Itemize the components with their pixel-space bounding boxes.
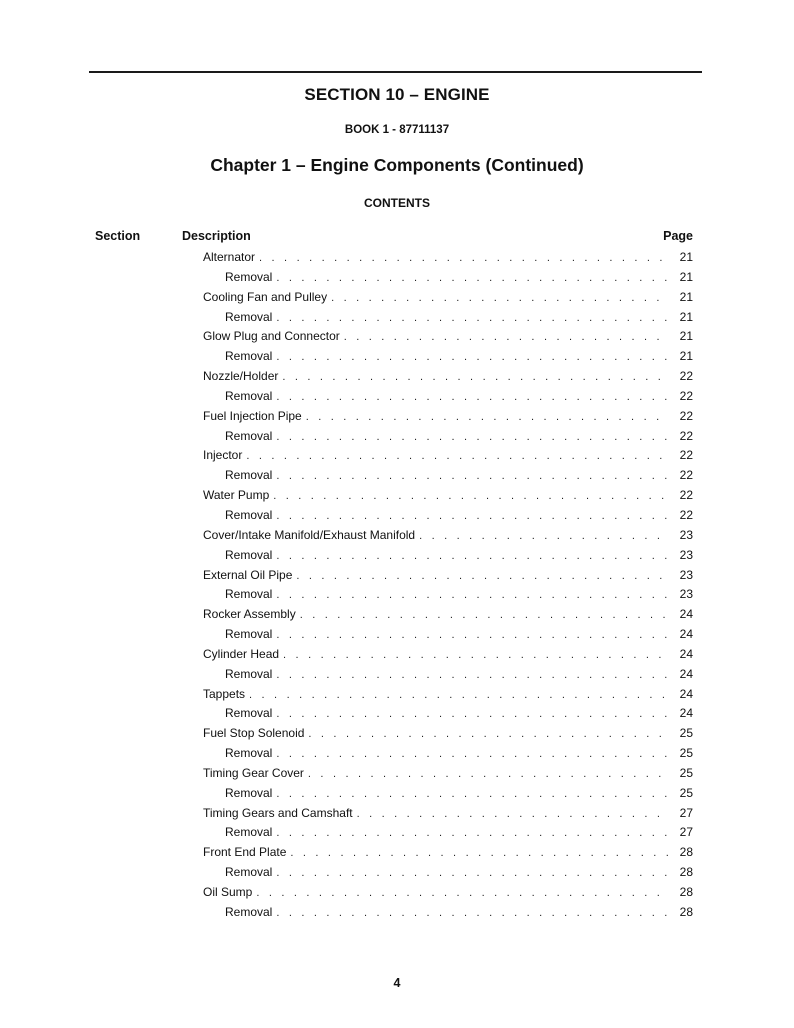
toc-entry-page: 27 xyxy=(679,825,693,840)
toc-subentry[interactable] xyxy=(203,864,693,884)
toc-entry-page: 22 xyxy=(679,428,693,443)
toc-entry-label: Nozzle/Holder xyxy=(203,369,279,384)
toc-entry-label: Removal xyxy=(225,309,273,324)
dot-leader xyxy=(276,905,669,921)
toc-entry-label: Timing Gear Cover xyxy=(203,765,304,780)
toc-entry-label: Removal xyxy=(225,587,273,602)
toc-entry-label: Removal xyxy=(225,666,273,681)
toc-entry-label: Removal xyxy=(225,706,273,721)
toc-entry[interactable] xyxy=(203,527,693,547)
toc-subentry[interactable] xyxy=(203,348,693,368)
dot-leader xyxy=(308,726,669,742)
toc-entry-page: 22 xyxy=(679,408,693,423)
toc-entry[interactable] xyxy=(203,606,693,626)
dot-leader xyxy=(306,409,669,425)
toc-entry-page: 21 xyxy=(679,309,693,324)
toc-entry-page: 24 xyxy=(679,646,693,661)
toc-entry-label: Water Pump xyxy=(203,488,270,503)
toc-subentry[interactable] xyxy=(203,904,693,924)
toc-entry-label: Cooling Fan and Pulley xyxy=(203,289,328,304)
toc-entry[interactable] xyxy=(203,328,693,348)
toc-entry-page: 23 xyxy=(679,567,693,582)
page-number: 4 xyxy=(393,976,401,990)
toc-entry-page: 23 xyxy=(679,587,693,602)
dot-leader xyxy=(276,270,669,286)
column-header-page: Page xyxy=(663,229,693,243)
toc-entry-label: Injector xyxy=(203,448,243,463)
dot-leader xyxy=(259,250,669,266)
toc-subentry[interactable] xyxy=(203,586,693,606)
toc-entry-label: Fuel Stop Solenoid xyxy=(203,726,305,741)
toc-subentry[interactable] xyxy=(203,824,693,844)
toc-entry-page: 24 xyxy=(679,607,693,622)
contents-heading: CONTENTS xyxy=(364,196,430,210)
dot-leader xyxy=(249,687,669,703)
toc-entry-label: Alternator xyxy=(203,250,256,264)
toc-entry-label: Removal xyxy=(225,269,273,284)
toc-entry[interactable] xyxy=(203,408,693,428)
dot-leader xyxy=(276,627,669,643)
toc-entry-page: 21 xyxy=(679,269,693,284)
dot-leader xyxy=(276,746,669,762)
toc-entry-label: Front End Plate xyxy=(203,845,287,860)
toc-entry-page: 28 xyxy=(679,885,693,899)
toc-entry[interactable] xyxy=(203,725,693,745)
toc-entry-label: Oil Sump xyxy=(203,885,253,899)
dot-leader xyxy=(276,587,669,603)
toc-entry-page: 22 xyxy=(679,369,693,384)
dot-leader xyxy=(276,429,669,445)
dot-leader xyxy=(419,528,669,544)
dot-leader xyxy=(276,310,669,326)
toc-subentry[interactable] xyxy=(203,785,693,805)
dot-leader xyxy=(308,766,669,782)
section-title: SECTION 10 – ENGINE xyxy=(304,85,490,104)
toc-entry-label: Removal xyxy=(225,825,273,840)
toc-entry-page: 24 xyxy=(679,666,693,681)
dot-leader xyxy=(276,706,669,722)
toc-entry-label: Removal xyxy=(225,746,273,761)
dot-leader xyxy=(300,607,669,623)
toc-subentry[interactable] xyxy=(203,388,693,408)
toc-entry-page: 28 xyxy=(679,865,693,880)
dot-leader xyxy=(331,290,669,306)
dot-leader xyxy=(256,885,669,901)
toc-entry-label: Removal xyxy=(225,468,273,483)
top-rule xyxy=(89,71,702,73)
toc-entry-label: Cylinder Head xyxy=(203,646,280,661)
dot-leader xyxy=(276,349,669,365)
toc-entry-page: 21 xyxy=(679,329,693,344)
toc-entry-label: Removal xyxy=(225,388,273,403)
toc-subentry[interactable] xyxy=(203,269,693,289)
toc-entry-page: 24 xyxy=(679,627,693,642)
toc-entry-page: 22 xyxy=(679,507,693,522)
dot-leader xyxy=(246,448,669,464)
toc-entry-page: 22 xyxy=(679,468,693,483)
toc-entry[interactable] xyxy=(203,686,693,706)
toc-entry-page: 24 xyxy=(679,686,693,701)
dot-leader xyxy=(344,329,669,345)
toc-entry[interactable] xyxy=(203,646,693,666)
dot-leader xyxy=(276,389,669,405)
toc-subentry[interactable] xyxy=(203,705,693,725)
book-number: BOOK 1 - 87711137 xyxy=(344,124,450,136)
toc-entry[interactable] xyxy=(203,289,693,309)
toc-entry-page: 25 xyxy=(679,746,693,761)
dot-leader xyxy=(296,568,669,584)
toc-subentry[interactable] xyxy=(203,547,693,567)
dot-leader xyxy=(276,468,669,484)
dot-leader xyxy=(283,647,669,663)
toc-entry-page: 25 xyxy=(679,765,693,780)
dot-leader xyxy=(276,667,669,683)
dot-leader xyxy=(357,806,669,822)
toc-subentry[interactable] xyxy=(203,428,693,448)
toc-entry-label: Removal xyxy=(225,904,273,919)
toc-entry-page: 25 xyxy=(679,726,693,741)
toc-entry-label: External Oil Pipe xyxy=(203,567,293,582)
toc-entry-label: Removal xyxy=(225,547,273,562)
toc-subentry[interactable] xyxy=(203,666,693,686)
dot-leader xyxy=(282,369,669,385)
toc-entry-page: 28 xyxy=(679,845,693,860)
dot-leader xyxy=(290,845,669,861)
toc-entry-page: 24 xyxy=(679,706,693,721)
toc-entry[interactable] xyxy=(203,844,693,864)
toc-entry-label: Removal xyxy=(225,428,273,443)
toc-entry-label: Removal xyxy=(225,627,273,642)
toc-entry-page: 28 xyxy=(679,904,693,919)
dot-leader xyxy=(276,865,669,881)
dot-leader xyxy=(273,488,669,504)
toc-entry-label: Timing Gears and Camshaft xyxy=(203,805,353,820)
toc-entry-label: Removal xyxy=(225,785,273,800)
table-of-contents xyxy=(203,249,693,924)
toc-entry-page: 21 xyxy=(679,250,693,264)
toc-entry[interactable] xyxy=(203,447,693,467)
toc-entry-label: Rocker Assembly xyxy=(203,607,296,622)
toc-entry-page: 21 xyxy=(679,289,693,304)
toc-entry-page: 22 xyxy=(679,488,693,503)
toc-entry[interactable] xyxy=(203,884,693,904)
toc-entry-label: Removal xyxy=(225,865,273,880)
toc-subentry[interactable] xyxy=(203,467,693,487)
toc-entry[interactable] xyxy=(203,368,693,388)
column-header-description: Description xyxy=(182,229,251,243)
column-header-section: Section xyxy=(95,229,141,243)
chapter-title: Chapter 1 – Engine Components (Continued) xyxy=(210,155,584,175)
toc-subentry[interactable] xyxy=(203,626,693,646)
toc-entry[interactable] xyxy=(203,805,693,825)
toc-entry-label: Removal xyxy=(225,507,273,522)
dot-leader xyxy=(276,825,669,841)
dot-leader xyxy=(276,786,669,802)
toc-entry[interactable] xyxy=(203,487,693,507)
toc-entry[interactable] xyxy=(203,567,693,587)
toc-subentry[interactable] xyxy=(203,507,693,527)
toc-entry[interactable] xyxy=(203,765,693,785)
toc-entry-page: 25 xyxy=(679,785,693,800)
toc-entry-page: 21 xyxy=(679,349,693,364)
toc-entry-page: 23 xyxy=(679,547,693,562)
toc-entry-page: 22 xyxy=(679,388,693,403)
dot-leader xyxy=(276,548,669,564)
toc-entry-label: Cover/Intake Manifold/Exhaust Manifold xyxy=(203,527,416,542)
toc-entry-page: 23 xyxy=(679,527,693,542)
dot-leader xyxy=(276,508,669,524)
toc-entry-label: Tappets xyxy=(203,686,246,701)
toc-entry[interactable] xyxy=(203,249,693,269)
toc-subentry[interactable] xyxy=(203,309,693,329)
toc-entry-label: Fuel Injection Pipe xyxy=(203,408,302,423)
toc-entry-label: Glow Plug and Connector xyxy=(203,329,340,344)
toc-entry-page: 27 xyxy=(679,805,693,820)
toc-subentry[interactable] xyxy=(203,745,693,765)
toc-entry-page: 22 xyxy=(679,448,693,463)
toc-entry-label: Removal xyxy=(225,349,273,364)
